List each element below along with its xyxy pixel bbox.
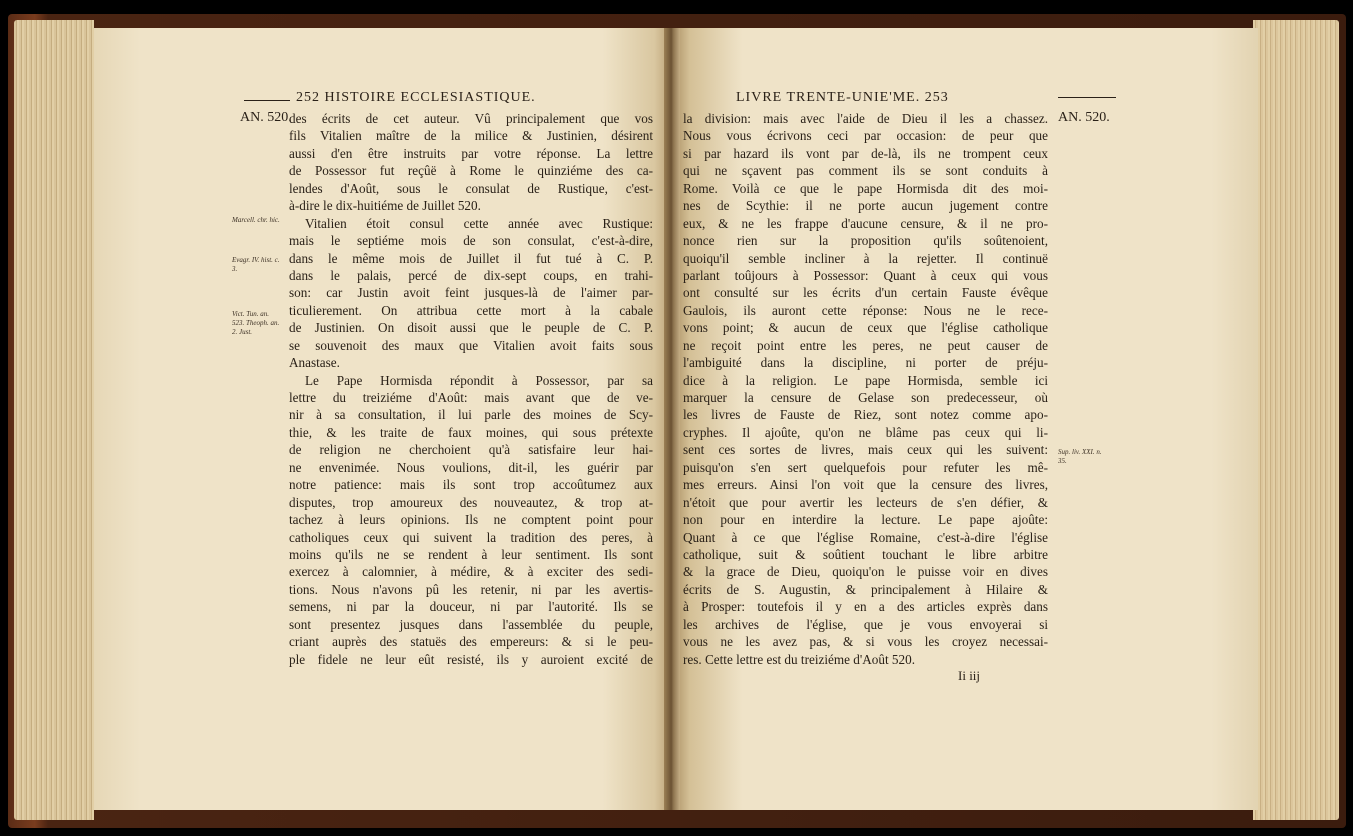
right-margin-note-1: Sup. liv. XXI. n. 35. [1058,448,1102,465]
text-line: thie, & les traite de faux moines, qui sous prétexte [289,424,653,440]
text-line: lendes d'Août, sous le consulat de Rustique, c'est- [289,180,653,196]
right-year-label: AN. 520. [1058,110,1110,125]
text-line: Anastase. [289,355,340,371]
left-page-edges [14,20,94,820]
text-line: dans le même mois de Juillet il fut tué à C. P. [289,250,653,266]
text-line: sont presentez jusques dans l'assemblée du peuple, [289,616,653,632]
text-line: notre patience: mais ils sont trop accoûtumez aux [289,477,653,493]
text-line: Rome. Voilà ce que le pape Hormisda dit des moi- [683,180,1048,196]
text-line: ne envenimée. Nous voulions, dit-il, les guérir par [289,459,653,475]
text-line: ticulierement. On attribua cette mort à la cabale [289,302,653,318]
left-body-text [289,110,653,668]
text-line: res. Cette lettre est du treiziéme d'Août 520. [683,651,915,667]
text-line: Le Pape Hormisda répondit à Possessor, par sa [305,372,653,388]
text-line: son: car Justin avoit feint jusques-là de l'aimer par- [289,285,653,301]
text-line: les archives de l'église, que je vous envoyerai si [683,616,1048,632]
right-header-rule [1058,97,1116,98]
text-line: dans le palais, percé de dix-sept coups, en trahi- [289,267,653,283]
text-line: eux, & ne les frappe d'aucune censure, & il ne pro- [683,215,1048,231]
text-line: vons point; & aucun de ceux que l'église catholique [683,320,1048,336]
text-line: la division: mais avec l'aide de Dieu il les a chassez. [683,111,1048,126]
text-line: Quant à ce que l'église Romaine, c'est-à-dire l'église [683,529,1048,545]
text-line: catholique, suit & soûtient touchant le libre arbitre [683,546,1048,562]
left-page-header: 252 HISTOIRE ECCLESIASTIQUE. [296,90,536,105]
text-line: quoiqu'il semble incliner à la rejetter. Il continuë [683,250,1048,266]
text-line: parlant toûjours à Possessor: Quant à ceux qui vous [683,267,1048,283]
text-line: disputes, trop amoureux des nouveautez, & trop at- [289,494,653,510]
text-line: Nous vous écrivons ceci par occasion: de peur que [683,128,1048,144]
text-line: à-dire le dix-huitiéme de Juillet 520. [289,198,481,214]
text-line: semens, ni par la douceur, ni par l'autorité. Ils se [289,599,653,615]
text-line: ne reçoit point entre les peres, ne peut causer de [683,337,1048,353]
text-line: si par hazard ils vont par de-là, ils ne trompent ceux [683,145,1048,161]
text-line: nir à sa consultation, il lui parle des moines de Scy- [289,407,653,423]
text-line: moins qu'ils ne se rendent à leur sentiment. Ils sont [289,546,653,562]
text-line: puisqu'on s'en sert quelquefois pour refuter les mê- [683,459,1048,475]
text-line: catholiques ceux qui suivent la tradition des peres, à [289,529,653,545]
text-line: sent ces sortes de livres, mais ceux qui les suivent: [683,442,1048,458]
text-line: Vitalien étoit consul cette année avec Rustique: [305,215,653,231]
text-line: lettre du treiziéme d'Août: mais avant que de ve- [289,390,653,405]
right-page-edges [1253,20,1339,820]
text-line: écrits de S. Augustin, & principalement à Hilaire & [683,581,1048,597]
text-line: n'étoit que pour avertir les lecteurs de s'en défier, & [683,494,1048,510]
text-line: cryphes. Il ajoûte, qu'on ne blâme pas ceux qui li- [683,424,1048,440]
text-line: de religion ne cherchoient qu'à satisfaire leur hai- [289,442,653,458]
text-line: nonce rien sur la proposition qu'ils soûtenoient, [683,233,1048,249]
left-margin-note-2: Evagr. IV. hist. c. 3. [232,256,280,273]
text-line: vous ne les avez pas, & si vous les croyez necessai- [683,634,1048,650]
text-line: & la grace de Dieu, quoiqu'on le puisse voir en dives [683,564,1048,580]
text-line: les livres de Fauste de Riez, sont notez comme apo- [683,407,1048,423]
right-page-header: LIVRE TRENTE-UNIE'ME. 253 [736,90,949,105]
text-line: l'ambiguité dans la discipline, ni porter de préju- [683,355,1048,371]
text-line: mes erreurs. Ainsi l'on voit que la censure des livres, [683,477,1048,493]
text-line: non pour en interdire la lecture. Le pape ajoûte: [683,512,1048,528]
signature-mark: Ii iij [958,668,981,683]
text-line: se souvenoit des maux que Vitalien avoit faits sous [289,337,653,353]
left-year-label: AN. 520. [240,110,292,125]
text-line: fils Vitalien maître de la milice & Justinien, désirent [289,128,653,144]
text-line: exercez à calomnier, à médire, & à exciter des sedi- [289,564,653,580]
text-line: des écrits de cet auteur. Vû principalement que vos [289,111,653,126]
text-line: de Possessor fut reçûë à Rome le quinziéme des ca- [289,163,653,179]
left-header-rule [244,100,290,101]
left-margin-note-3: Vict. Tun. an. 523. Theoph. an. 2. Just. [232,310,280,336]
text-line: ple fidele ne leur eût resisté, ils y auroient excité de [289,651,653,667]
text-line: ont consulté sur les écrits d'un certain Fauste évêque [683,285,1048,301]
text-line: nes de Scythie: il ne porte aucun jugement contre [683,198,1048,214]
text-line: marquer la censure de Gelase son predecesseur, où [683,390,1048,405]
text-line: de Justinien. On disoit aussi que le peuple de C. P. [289,320,653,336]
left-margin-note-1: Marcell. chr. hic. [232,216,280,224]
right-body-text [683,110,1048,668]
text-line: mais le septiéme mois de son consulat, c'est-à-dire, [289,233,653,249]
book-gutter [664,28,680,810]
text-line: aussi d'en être instruits par votre réponse. La lettre [289,145,653,161]
text-line: tachez à leurs opinions. Ils ne comptent point pour [289,512,653,528]
text-line: tions. Nous n'avons pû les retenir, ni par les avertis- [289,581,653,597]
text-line: Gaulois, ils auront cette réponse: Nous ne le rece- [683,302,1048,318]
text-line: à Prosper: toutefois il y en a des articles exprès dans [683,599,1048,615]
text-line: qui ne sçavent pas comment ils se sont conduits à [683,163,1048,179]
text-line: dice à la religion. Le pape Hormisda, semble ici [683,372,1048,388]
text-line: criant auprès des statuës des empereurs: & si le peu- [289,634,653,650]
